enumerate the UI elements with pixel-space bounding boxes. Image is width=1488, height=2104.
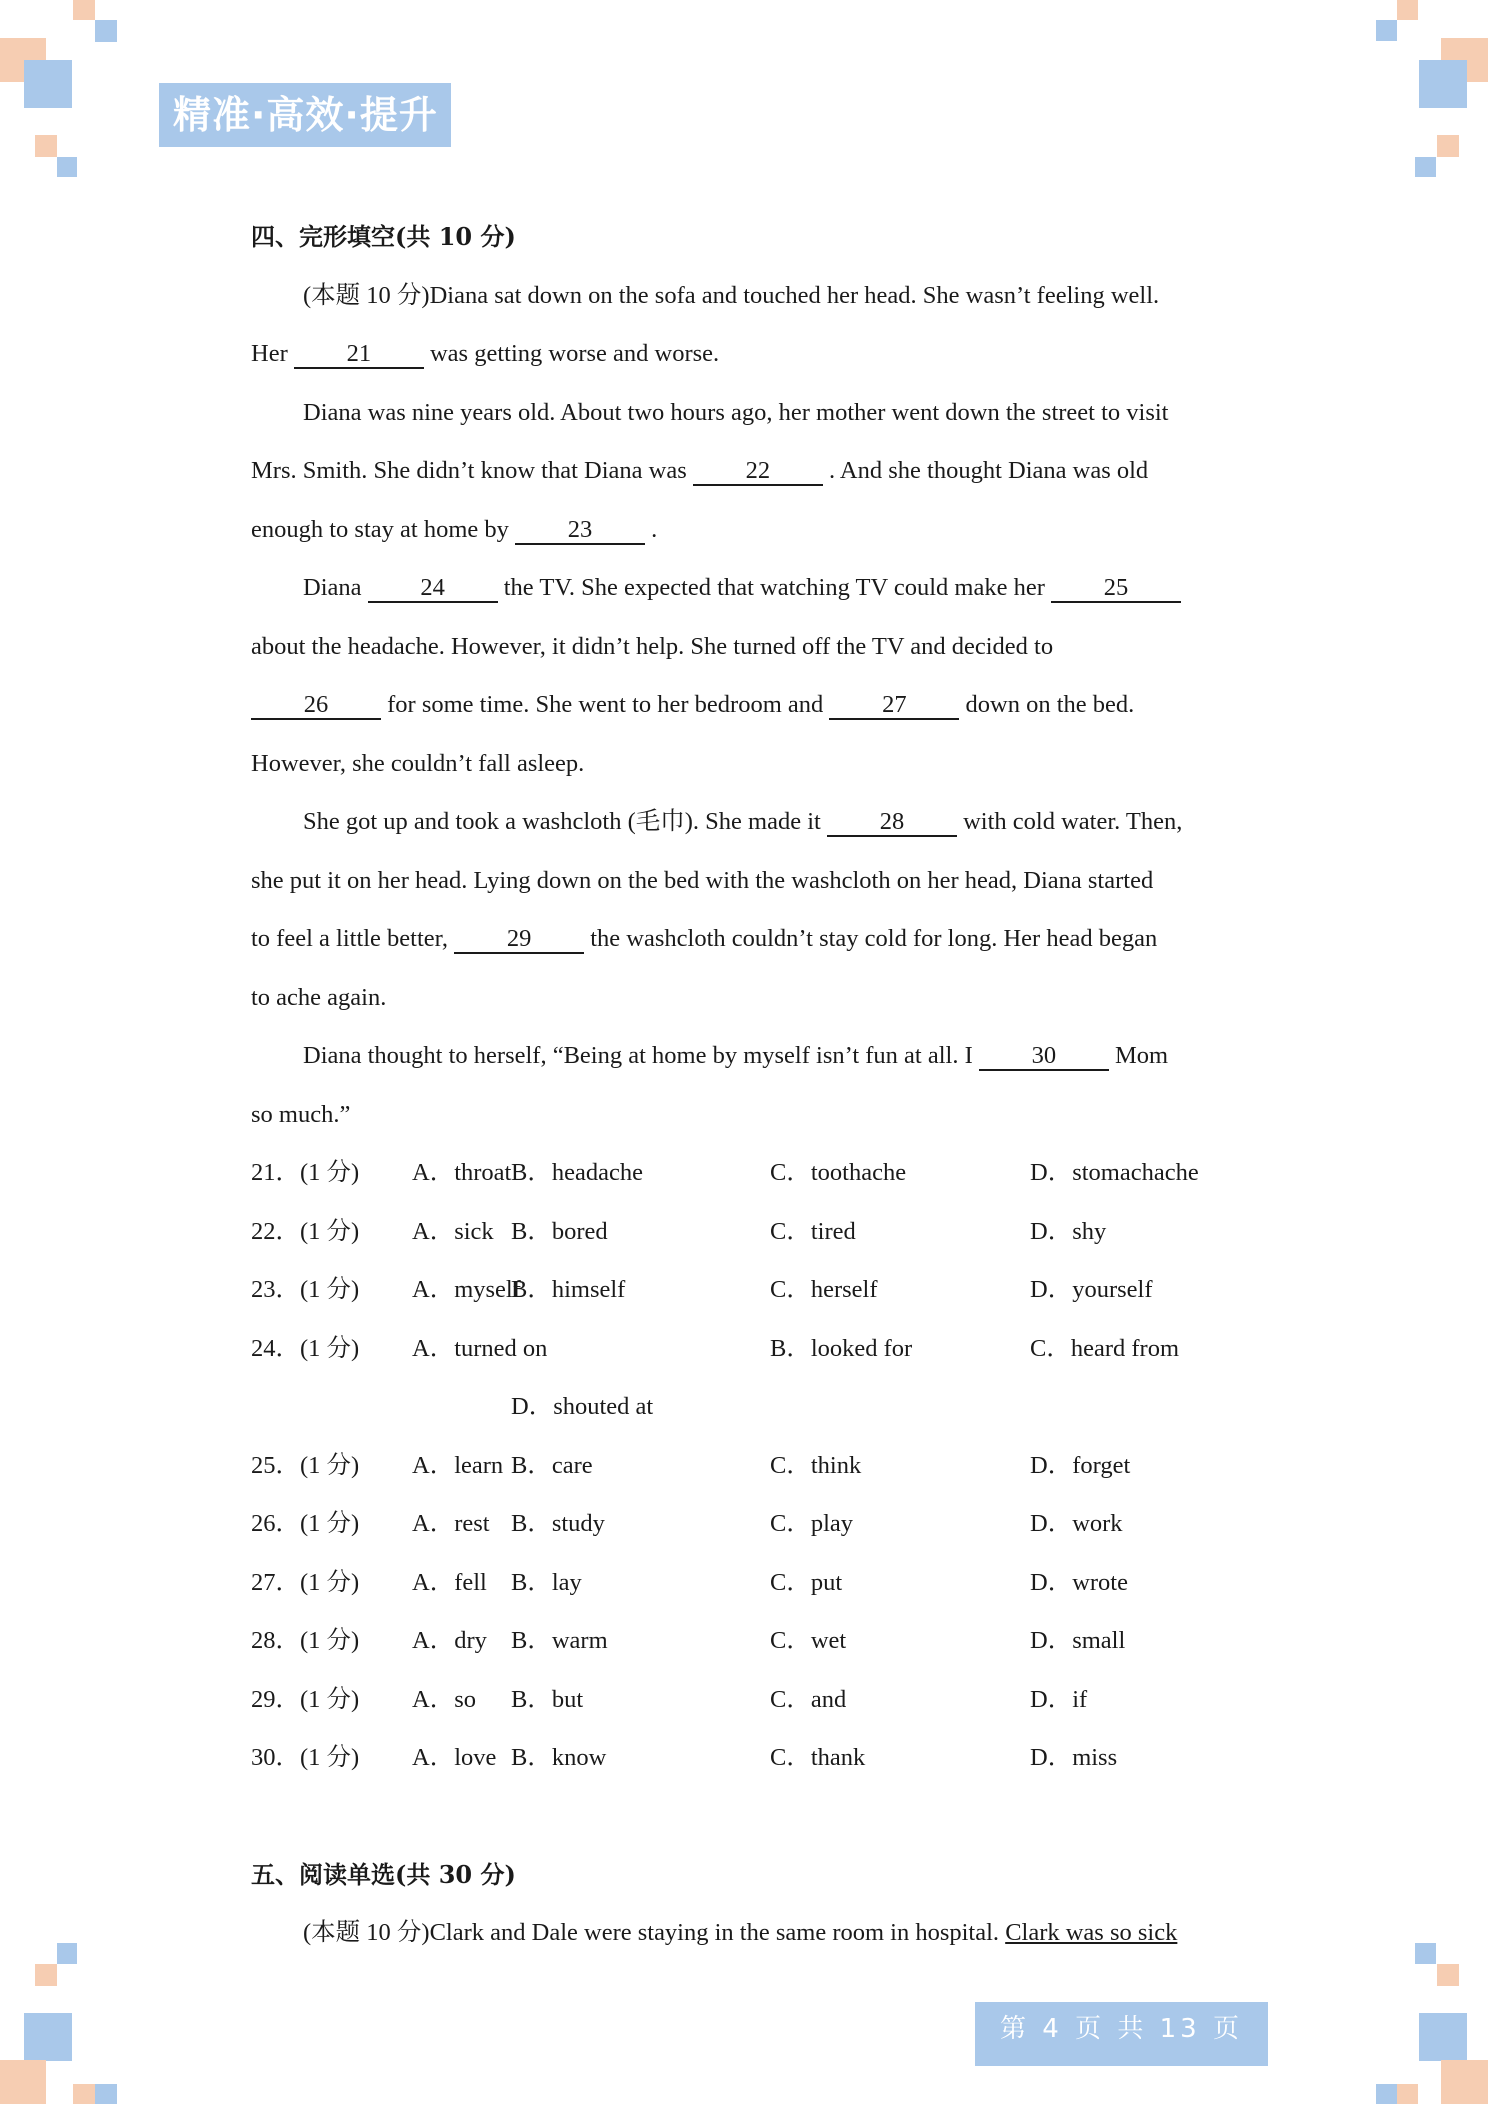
decor-square [1419,60,1467,108]
question-row [251,1612,1241,1671]
decor-square [73,2084,95,2104]
question-number: 26．(1 分) [251,1510,360,1537]
underlined-text: Clark was so sick [1005,1919,1178,1946]
question-row [251,1261,1241,1320]
passage-text: Her [251,340,294,367]
passage-line [251,676,1241,735]
section-spacer [251,1788,1241,1846]
option-c: C．put [770,1568,843,1596]
option-d: D．wrote [1030,1568,1128,1596]
passage-text: enough to stay at home by [251,515,516,543]
decor-square [1437,1964,1459,1986]
decor-square [73,0,95,20]
passage-text: Diana [303,574,368,601]
option-b: B．but [511,1685,584,1713]
option-d: D．stomachache [1030,1159,1199,1186]
passage-line [251,735,1241,794]
passage-text: She got up and took a washcloth (毛巾). She made it [303,808,827,835]
decor-square [95,20,117,42]
option-a: A．learn [412,1451,504,1479]
option-d: D．yourself [1030,1276,1153,1303]
question-number: 28．(1 分) [251,1627,360,1654]
cloze-passage [251,267,1241,1145]
passage-text: (本题 10 分)Diana sat down on the sofa and touched her head. She wasn’t feeling well. [303,281,1160,309]
passage-line [251,1086,1241,1145]
passage-line [251,559,1241,618]
option-b: B．lay [511,1568,582,1596]
decor-square [24,60,72,108]
passage-line [251,384,1241,443]
passage-line [251,969,1241,1028]
decor-square [95,2084,117,2104]
option-a: A．turned on [412,1334,548,1362]
option-b: B．know [511,1744,607,1771]
section-heading: 四、完形填空(共 10 分) [251,222,516,251]
passage-text: Diana was nine years old. About two hours ago, her mother went down the street to visit [303,398,1169,426]
option-d: D．small [1030,1627,1126,1654]
option-a: A．love [412,1744,497,1771]
option-c: C．toothache [770,1159,907,1186]
question-row-continued [251,1378,1241,1437]
option-a: A．dry [412,1627,487,1654]
passage-text: she put it on her head. Lying down on the bed with the washcloth on her head, Diana started [251,866,1154,894]
option-a: A．myself [412,1276,521,1303]
question-row [251,1495,1241,1554]
decor-square [0,2060,46,2104]
decor-square [57,157,77,177]
option-d: D．shy [1030,1217,1107,1245]
question-number: 25．(1 分) [251,1451,360,1479]
question-number: 29．(1 分) [251,1685,360,1713]
passage-line [251,442,1241,501]
passage-text: . And she thought Diana was old [822,457,1149,484]
section-heading: 五、阅读单选(共 30 分) [251,1859,516,1889]
decor-square [1376,2084,1397,2104]
question-number: 30．(1 分) [251,1744,360,1771]
question-number: 21．(1 分) [251,1159,360,1186]
passage-text: Diana thought to herself, “Being at home by myself isn’t fun at all. I [303,1042,979,1069]
option-c: C．heard from [1030,1334,1179,1362]
option-a: A．so [412,1685,476,1713]
question-number: 27．(1 分) [251,1568,360,1596]
passage-text: down on the bed. [959,691,1135,718]
page-content [251,208,1241,1963]
passage-text: However, she couldn’t fall asleep. [251,749,585,777]
option-c: C．wet [770,1627,847,1654]
option-c: C．and [770,1685,847,1713]
question-number: 22．(1 分) [251,1217,360,1245]
blank-29: 29 [454,926,584,954]
option-b: B．headache [511,1159,643,1186]
blank-25: 25 [1051,575,1181,603]
passage-text: to ache again. [251,983,387,1011]
option-a: A．sick [412,1217,494,1245]
question-row [251,1554,1241,1613]
blank-26: 26 [251,692,381,720]
blank-21: 21 [294,341,424,369]
passage-text: for some time. She went to her bedroom and [381,691,830,718]
option-a: A．fell [412,1568,487,1596]
passage-text: the TV. She expected that watching TV could make her [497,574,1052,601]
decor-square [35,1964,57,1986]
passage-line [251,618,1241,677]
question-number: 23．(1 分) [251,1276,360,1303]
option-d: D．shouted at [511,1393,654,1420]
blank-23: 23 [515,517,645,545]
passage-line [251,1027,1241,1086]
option-b: B．study [511,1510,605,1537]
passage-line [251,910,1241,969]
brand-banner: 精准·高效·提升 [159,83,451,147]
question-list [251,1144,1241,1788]
passage-text: the washcloth couldn’t stay cold for long. Her head began [584,925,1158,952]
option-b: B．himself [511,1276,626,1303]
decor-square [1441,2060,1488,2104]
option-b: B．warm [511,1627,608,1654]
option-d: D．work [1030,1510,1123,1537]
question-row [251,1203,1241,1262]
passage-line [251,852,1241,911]
passage-line [251,325,1241,384]
decor-square [1376,20,1397,41]
option-a: A．rest [412,1510,490,1537]
option-b: B．looked for [770,1334,913,1362]
passage-text: . [645,515,658,543]
blank-27: 27 [829,692,959,720]
decor-square [24,2013,72,2061]
decor-square [1397,0,1418,20]
blank-22: 22 [693,458,823,486]
option-d: D．miss [1030,1744,1118,1771]
decor-square [57,1943,77,1964]
question-row [251,1671,1241,1730]
reading-intro-text: (本题 10 分)Clark and Dale were staying in the same room in hospital. [303,1919,1006,1946]
decor-square [1419,2013,1467,2061]
page-number: 第 4 页 共 13 页 [975,2002,1268,2066]
question-row [251,1320,1241,1379]
blank-28: 28 [827,809,957,837]
passage-text: Mom [1108,1042,1169,1069]
passage-text: so much.” [251,1100,351,1128]
passage-text: was getting worse and worse. [423,340,720,367]
option-b: B．care [511,1451,593,1479]
reading-intro [251,1904,1241,1963]
decor-square [1415,1943,1436,1964]
question-row [251,1437,1241,1496]
option-a: A．throat [412,1159,512,1186]
option-d: D．forget [1030,1451,1131,1479]
option-c: C．play [770,1510,854,1537]
decor-square [1415,157,1436,177]
option-b: B．bored [511,1217,608,1245]
question-number: 24．(1 分) [251,1334,360,1362]
passage-line [251,267,1241,326]
option-d: D．if [1030,1685,1088,1713]
decor-square [35,135,57,157]
decor-square [1397,2084,1418,2104]
passage-text: Mrs. Smith. She didn’t know that Diana was [251,457,693,484]
option-c: C．thank [770,1744,866,1771]
blank-24: 24 [368,575,498,603]
passage-text: about the headache. However, it didn’t help. She turned off the TV and decided to [251,632,1054,660]
decor-square [1437,135,1459,157]
option-c: C．tired [770,1217,856,1245]
question-row [251,1144,1241,1203]
option-c: C．think [770,1451,862,1479]
blank-30: 30 [979,1043,1109,1071]
passage-text: to feel a little better, [251,925,455,952]
passage-line [251,501,1241,560]
passage-line [251,793,1241,852]
option-c: C．herself [770,1276,878,1303]
question-row [251,1729,1241,1788]
passage-text: with cold water. Then, [956,808,1183,835]
